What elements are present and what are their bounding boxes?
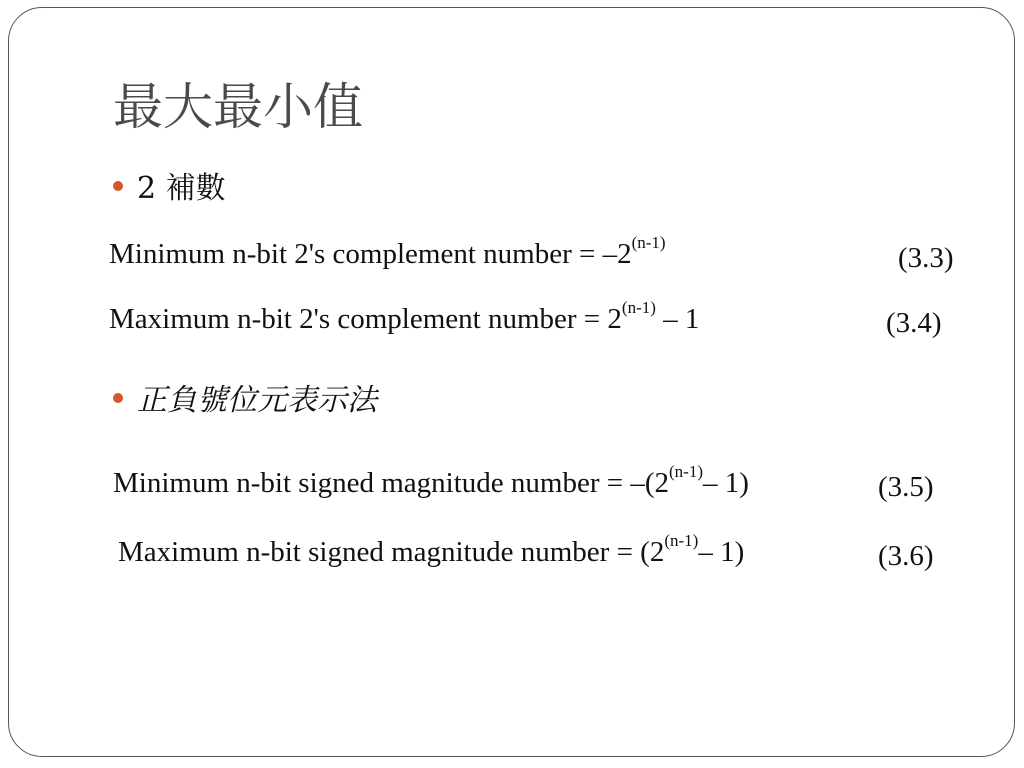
slide-title: 最大最小值 <box>113 78 363 136</box>
equation-tail: – 1) <box>698 536 745 568</box>
equation-number-3-5: (3.5) <box>878 471 934 503</box>
bullet-twos-complement <box>113 171 226 206</box>
equation-3-4 <box>109 298 700 335</box>
equation-tail: – 1 <box>655 303 700 335</box>
equation-exponent: (n-1) <box>664 531 699 551</box>
equation-exponent: (n-1) <box>621 298 656 318</box>
equation-3-6 <box>118 531 745 568</box>
equation-lhs: Maximum n-bit 2's complement number = 2 <box>109 303 622 335</box>
bullet-signed-magnitude <box>113 383 377 418</box>
bullet-number: 2 <box>137 171 157 206</box>
bullet-dot-icon <box>113 181 123 191</box>
bullet-text: 正負號位元表示法 <box>137 383 377 418</box>
equation-lhs: Maximum n-bit signed magnitude number = (2 <box>118 536 665 568</box>
equation-tail: – 1) <box>703 467 749 499</box>
equation-number-3-3: (3.3) <box>898 242 954 274</box>
equation-number-3-4: (3.4) <box>886 307 942 339</box>
equation-number-3-6: (3.6) <box>878 540 934 572</box>
equation-3-5 <box>113 462 749 499</box>
equation-exponent: (n-1) <box>631 233 666 253</box>
equation-exponent: (n-1) <box>669 462 703 482</box>
equation-lhs: Minimum n-bit signed magnitude number = –(2 <box>113 467 670 499</box>
bullet-dot-icon <box>113 393 123 403</box>
bullet-text: 補數 <box>165 171 226 206</box>
equation-lhs: Minimum n-bit 2's complement number = –2 <box>109 238 632 270</box>
equation-3-3 <box>109 233 666 270</box>
